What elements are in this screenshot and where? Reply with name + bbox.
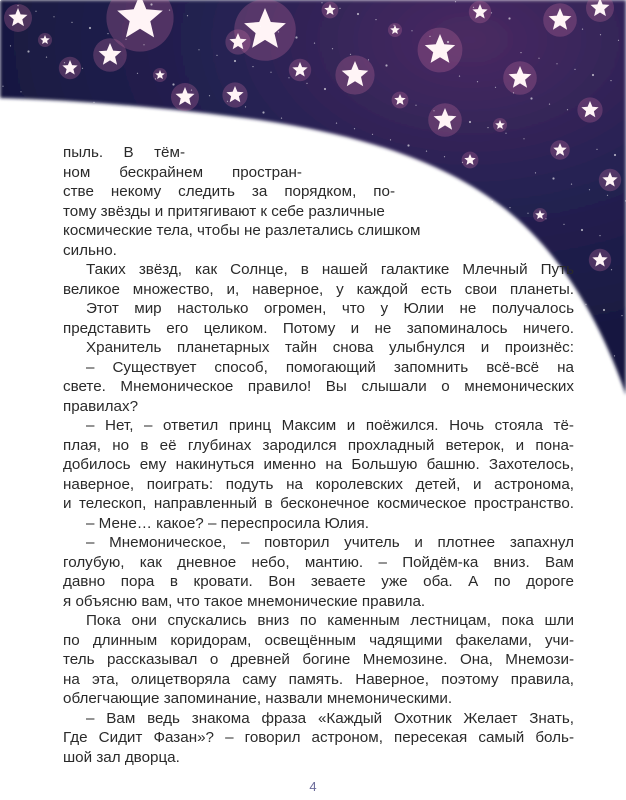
star-dot [600,34,601,35]
star-dot [17,5,18,6]
star-dot [354,128,355,129]
star-dot [183,130,184,131]
star-dot [60,177,61,178]
text-line: Этот мир настолько огромен, что у Юлии не получалось [86,300,574,317]
star-dot [68,137,69,138]
text-line: тому звёзды и притягивают к себе различные [63,202,385,220]
star-dot [429,36,430,37]
text-line: свете. Мнемоническое правило! Вы слышали о мнемонических [63,378,574,395]
star-dot [459,76,460,77]
star-dot [16,205,18,207]
star-dot [169,10,170,11]
star-dot [227,101,228,102]
star-dot [393,25,394,26]
text-line: представить его целиком. Потому и не запоминалось ничего. [63,319,574,337]
star-dot [585,304,586,305]
text-line: голубую, как дневное небо, мантию. – Пойдём-ка вниз. Вам [63,553,574,571]
star-dot [35,212,36,213]
star-dot [6,160,7,161]
star-dot [491,12,492,13]
star-dot [357,13,359,15]
text-line: стве некому следить за порядком, по- [63,183,395,200]
text-line: облегчающие запоминание, назвали мнемоническими. [63,690,453,707]
text-line: на эта, олицетворяла саму память. Наверное, поэтому правила, [63,670,574,688]
star-dot [603,309,605,311]
star-dot [411,30,412,31]
star-dot [385,64,387,66]
star-dot [82,68,83,69]
text-line: – Мене… какое? – переспросила Юлия. [86,514,369,532]
star-dot [270,72,271,73]
star-dot [38,285,40,287]
text-line: великое множество, и, наверное, у каждой есть свои планеты. [63,280,574,298]
star-dot [187,15,188,16]
star-dot [111,107,113,109]
star-dot [24,166,25,167]
page-number: 4 [309,779,317,794]
star-dot [278,31,279,32]
star-dot [46,57,47,58]
star-dot [42,171,43,172]
text-line: сильно. [63,241,117,259]
star-dot [523,138,524,139]
star-dot [150,3,152,5]
star-dot [172,83,174,85]
star-dot [165,124,166,125]
star-dot [216,55,217,56]
star-dot [245,106,246,107]
text-line: плая, но в её глубинах зародился прохладный ветерок, и пона- [63,436,574,454]
star-dot [49,130,51,132]
star-dot [589,189,590,190]
star-dot [372,134,373,135]
star-dot [2,86,3,87]
star-dot [143,44,144,45]
star-dot [607,195,608,196]
star-dot [397,99,398,100]
star-dot [513,92,514,93]
star-dot [137,73,138,74]
star-dot [57,292,58,293]
star-dot [93,102,94,103]
star-dot [32,125,33,126]
star-dot [125,39,126,40]
star-dot [530,97,532,99]
text-line: наверное, поиграть: подуть на королевских детей, и астронома, [63,475,574,493]
star-dot [324,88,326,90]
star-dot [306,83,307,84]
star-dot [262,111,264,113]
star-dot [567,109,568,110]
text-line: шой зал дворца. [63,748,180,766]
star-dot [314,43,315,44]
star-dot [574,69,575,70]
text-line: – Мнемоническое, – повторил учитель и плотнее запахнул [86,534,574,551]
star-dot [469,121,471,123]
star-dot [49,332,50,333]
star-dot [495,87,496,88]
star-dot [538,58,539,59]
text-line: пыль. В тём- [63,144,185,161]
text-line: и телескоп, направленный в бесконечное космическое пространство. [63,495,574,512]
text-line: я объясню вам, что такое мнемонические правила. [63,592,426,610]
star-dot [64,62,65,63]
star-dot [585,115,586,116]
star-dot [71,22,72,23]
star-dot [321,2,322,3]
star-dot [350,54,351,55]
star-dot [375,19,376,20]
star-dot [415,105,416,106]
star-dot [621,315,622,316]
star-dot [447,41,449,43]
star-dot [295,36,297,38]
star-dot [20,91,21,92]
text-line: космические тела, чтобы не разлетались слишком [63,222,421,239]
star-dot [368,59,369,60]
star-dot [520,52,521,53]
story-text [63,143,574,767]
star-dot [198,49,199,50]
text-line: Хранитель планетарных тайн снова улыбнулся и произнёс: [86,339,574,356]
text-line: правилах? [63,397,139,415]
star-dot [451,116,452,117]
star-dot [27,50,29,52]
star-dot [10,45,11,46]
star-dot [582,29,583,30]
star-dot [611,269,612,270]
star-dot [508,17,510,19]
star-dot [505,133,506,134]
star-dot [129,113,130,114]
star-dot [5,360,7,362]
star-dot [332,48,333,49]
text-line: Таких звёзд, как Солнце, в нашей галактике Млечный Путь [86,261,574,278]
text-line: тель рассказывал о древней богине Мнемозине. Она, Мнемози- [63,651,574,668]
star-dot [155,78,156,79]
text-line: – Существует способ, помогающий запомнить всё-всё на [86,358,574,376]
star-dot [336,123,337,124]
star-dot [487,127,488,128]
star-dot [209,95,210,96]
star-dot [433,110,434,111]
star-dot [46,246,47,247]
star-dot [252,66,253,67]
star-dot [618,40,619,41]
star-dot [549,104,550,105]
text-line: давно пора в кровати. Вон зеваете уже оба. А по дороге [63,573,574,590]
text-line: Пока они спускались вниз по каменным лестницам, пока шли [86,612,574,629]
star-dot [592,74,594,76]
star-dot [596,149,597,150]
star-dot [260,26,261,27]
star-dot [31,326,32,327]
star-dot [339,8,340,9]
text-line: по длинным коридорам, освещённым чадящими факелами, учи- [63,631,574,649]
star-dot [581,229,583,231]
star-dot [455,1,456,2]
star-dot [107,33,108,34]
star-dot [610,80,611,81]
star-dot [147,119,148,120]
star-dot [556,63,557,64]
star-dot [35,11,36,12]
star-dot [3,275,4,276]
star-dot [614,154,616,156]
star-dot [614,355,615,356]
star-dot [477,81,478,82]
star-dot [288,77,289,78]
star-dot [201,135,203,137]
text-line: – Нет, – ответил принц Максим и поёжился. Ночь стояла тё- [86,417,574,434]
text-line: Где Сидит Фазан»? – говорил астроном, пересекая самый боль- [63,729,574,746]
star-dot [390,139,391,140]
star-dot [596,350,597,351]
star-dot [13,321,14,322]
star-dot [473,7,474,8]
text-line: ном бескрайнем простран- [63,163,302,181]
text-line: – Вам ведь знакома фраза «Каждый Охотник Желает Знать, [86,709,574,727]
star-dot [191,90,192,91]
star-dot [53,16,54,17]
star-dot [599,235,600,236]
star-dot [89,27,91,29]
star-dot [281,118,282,119]
star-dot [21,280,22,281]
star-dot [234,60,236,62]
text-line: добилось ему накинуться именно на Большую башню. Захотелось, [63,456,574,473]
star-dot [578,344,579,345]
